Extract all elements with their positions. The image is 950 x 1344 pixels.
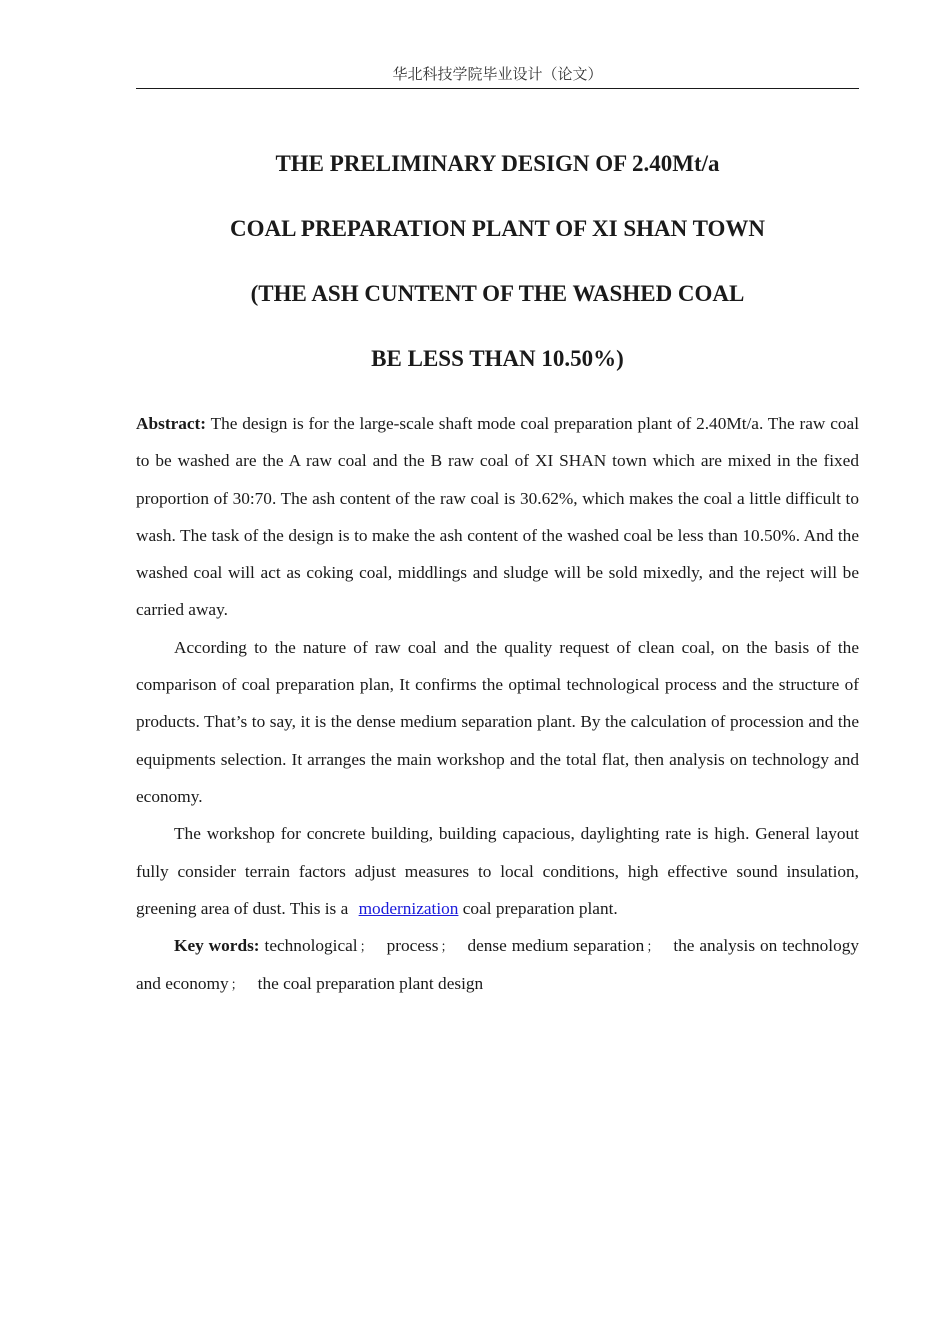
abstract-text-3a: The workshop for concrete building, building capacious, daylighting rate is high. General layout fully consider terrain factors adjust measures to local conditions, high effective sound insulation, greening area of dust. This is a xyxy=(136,824,859,918)
modernization-link[interactable]: modernization xyxy=(358,898,459,918)
keyword-item: the analysis on technology and economy xyxy=(136,936,859,994)
title-line-1: THE PRELIMINARY DESIGN OF 2.40Mt/a xyxy=(275,151,720,176)
keywords-label: Key words: xyxy=(174,936,260,956)
abstract-text-1: The design is for the large-scale shaft mode coal preparation plant of 2.40Mt/a. The raw coal to be washed are the A raw coal and the B raw coal of XI SHAN town which are mixed in the fixed proportion of 30:70. The ash content of the raw coal is 30.62%, which makes the coal a little difficult to wash. The task of the design is to make the ash content of the washed coal be less than 10.50%. And the washed coal will act as coking coal, middlings and sludge will be sold mixedly, and the reject will be carried away. xyxy=(136,414,859,620)
keyword-item: technological xyxy=(264,936,358,956)
title-line-4: BE LESS THAN 10.50%) xyxy=(371,346,624,371)
keyword-separator: ； xyxy=(230,977,244,993)
keywords-paragraph xyxy=(136,927,859,1004)
title-line-3: (THE ASH CUNTENT OF THE WASHED COAL xyxy=(250,281,745,306)
keyword-separator: ； xyxy=(646,939,660,955)
abstract-text-3b: coal preparation plant. xyxy=(458,898,618,918)
abstract-label: Abstract: xyxy=(136,414,207,433)
keyword-separator: ； xyxy=(440,939,454,955)
keyword-item: process xyxy=(386,936,439,956)
running-header: 华北科技学院毕业设计（论文） xyxy=(392,67,603,83)
keyword-item: the coal preparation plant design xyxy=(257,974,484,994)
abstract-paragraph-2: According to the nature of raw coal and the quality request of clean coal, on the basis of the comparison of coal preparation plan, It confirms the optimal technological process and the structure of products. That’s to say, it is the dense medium separation plant. By the calculation of procession and the equipments selection. It arranges the main workshop and the total flat, then analysis on technology and economy. xyxy=(136,637,859,806)
keyword-separator: ； xyxy=(359,939,373,955)
keyword-item: dense medium separation xyxy=(467,936,645,956)
header-rule xyxy=(136,88,859,89)
abstract-section xyxy=(136,405,859,1004)
title-line-2: COAL PREPARATION PLANT OF XI SHAN TOWN xyxy=(229,216,766,241)
abstract-paragraph-3 xyxy=(136,815,859,927)
abstract-paragraph-1 xyxy=(136,405,859,629)
thesis-title xyxy=(136,131,859,391)
